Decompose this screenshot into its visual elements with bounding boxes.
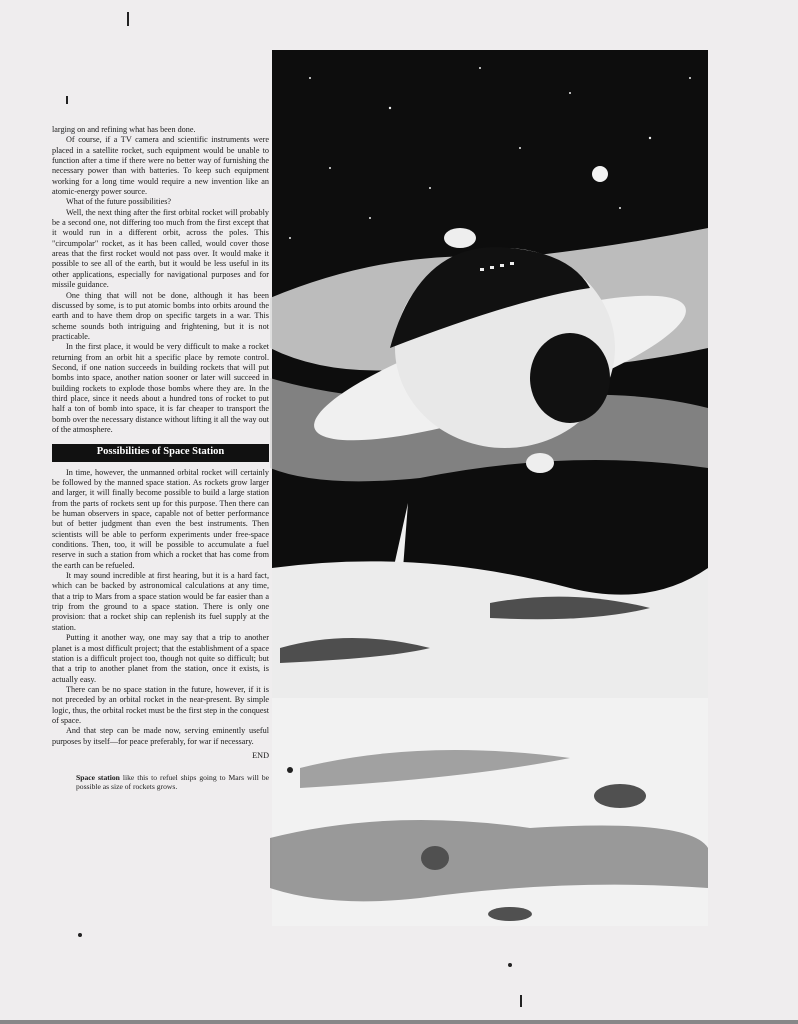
illustration-caption bbox=[52, 773, 269, 791]
paragraph: One thing that will not be done, although it has been discussed by some, is to put atomic bombs into orbits around the earth and to have them drop on specific targets in a war. This scheme sounds both intriguing and frightening, but it is not practicable. bbox=[52, 290, 269, 341]
paragraph: And that step can be made now, serving eminently useful purposes by itself—for peace preferably, for war if necessary. bbox=[52, 726, 269, 746]
paragraph: What of the future possibilities? bbox=[66, 197, 172, 207]
paragraph: Of course, if a TV camera and scientific instruments were placed in a satellite rocket, such equipment would be unable to function after a time if there were no better way of furnishing the necessary power than with batteries. To keep such equipment working for a long time would require a new invention like an atomic-energy power source. bbox=[52, 135, 269, 197]
caption-text: like this to refuel ships going to Mars will be possible as size of rockets grows. bbox=[76, 773, 269, 792]
article-body-top bbox=[52, 125, 269, 435]
paragraph: Well, the next thing after the first orbital rocket will probably be a second one, not differing too much from the first except that it would run in a different orbit, across the poles. This "circumpolar" rocket, as it has been called, would cover those areas that the first rocket would not pass over. It would make it possible to see all of the earth, but it would be less useful in its other applications, especially for navigational purposes and for missile guidance. bbox=[52, 207, 269, 290]
paragraph: There can be no space station in the future, however, if it is not preceded by an orbital rocket in the near-present. By simple logic, thus, the orbital rocket must be the first step in the conquest of space. bbox=[52, 684, 269, 725]
paragraph: larging on and refining what has been done. bbox=[52, 125, 196, 134]
paragraph: It may sound incredible at first hearing, but it is a hard fact, which can be backed by astronomical calculations at any time, that a trip to Mars from a space station would be far easier than a trip from the ground to a space station. There is only one provision: that a rocket ship can replenish its fuel supply at the station. bbox=[52, 571, 269, 632]
article-column bbox=[52, 125, 269, 791]
caption-bold: Space station bbox=[76, 773, 120, 783]
paragraph: In time, however, the unmanned orbital rocket will certainly be followed by the manned space station. As rockets grow larger and larger, it will finally become possible to build a large station from the parts of rockets sent up for this purpose. Then there can be human observers in space, capable not of better performance but of better judgment than even the best instruments. Then scientists will be able to perform experiments under free-space conditions. Then, too, it will be possible to accumulate a fuel reserve in such a station from which a rocket that has come from the earth can be refueled. bbox=[52, 467, 269, 570]
paragraph: Putting it another way, one may say that a trip to another planet is a most difficult project; that the establishment of a space station is a difficult project too, though not quite so difficult; but that a trip to another planet from the station, once it exists, is actually easy. bbox=[52, 633, 269, 684]
distant-moon bbox=[592, 166, 608, 182]
space-station-illustration bbox=[270, 48, 710, 928]
article-body-bottom bbox=[52, 468, 269, 747]
section-heading: Possibilities of Space Station bbox=[52, 444, 269, 461]
paragraph: In the first place, it would be very difficult to make a rocket returning from an orbit hit a specific place by remote control. Second, if one nation succeeds in building rockets that will put bombs into space, another nation sooner or later will succeed in building rockets to explode those bombs where they are. In the third place, since it needs about a hundred tons of rocket to put half a ton of bomb into space, it is far cheaper to transport the bomb over the necessary distance without lifting it all the way out of the atmosphere. bbox=[52, 342, 269, 434]
end-mark: END bbox=[252, 750, 269, 760]
